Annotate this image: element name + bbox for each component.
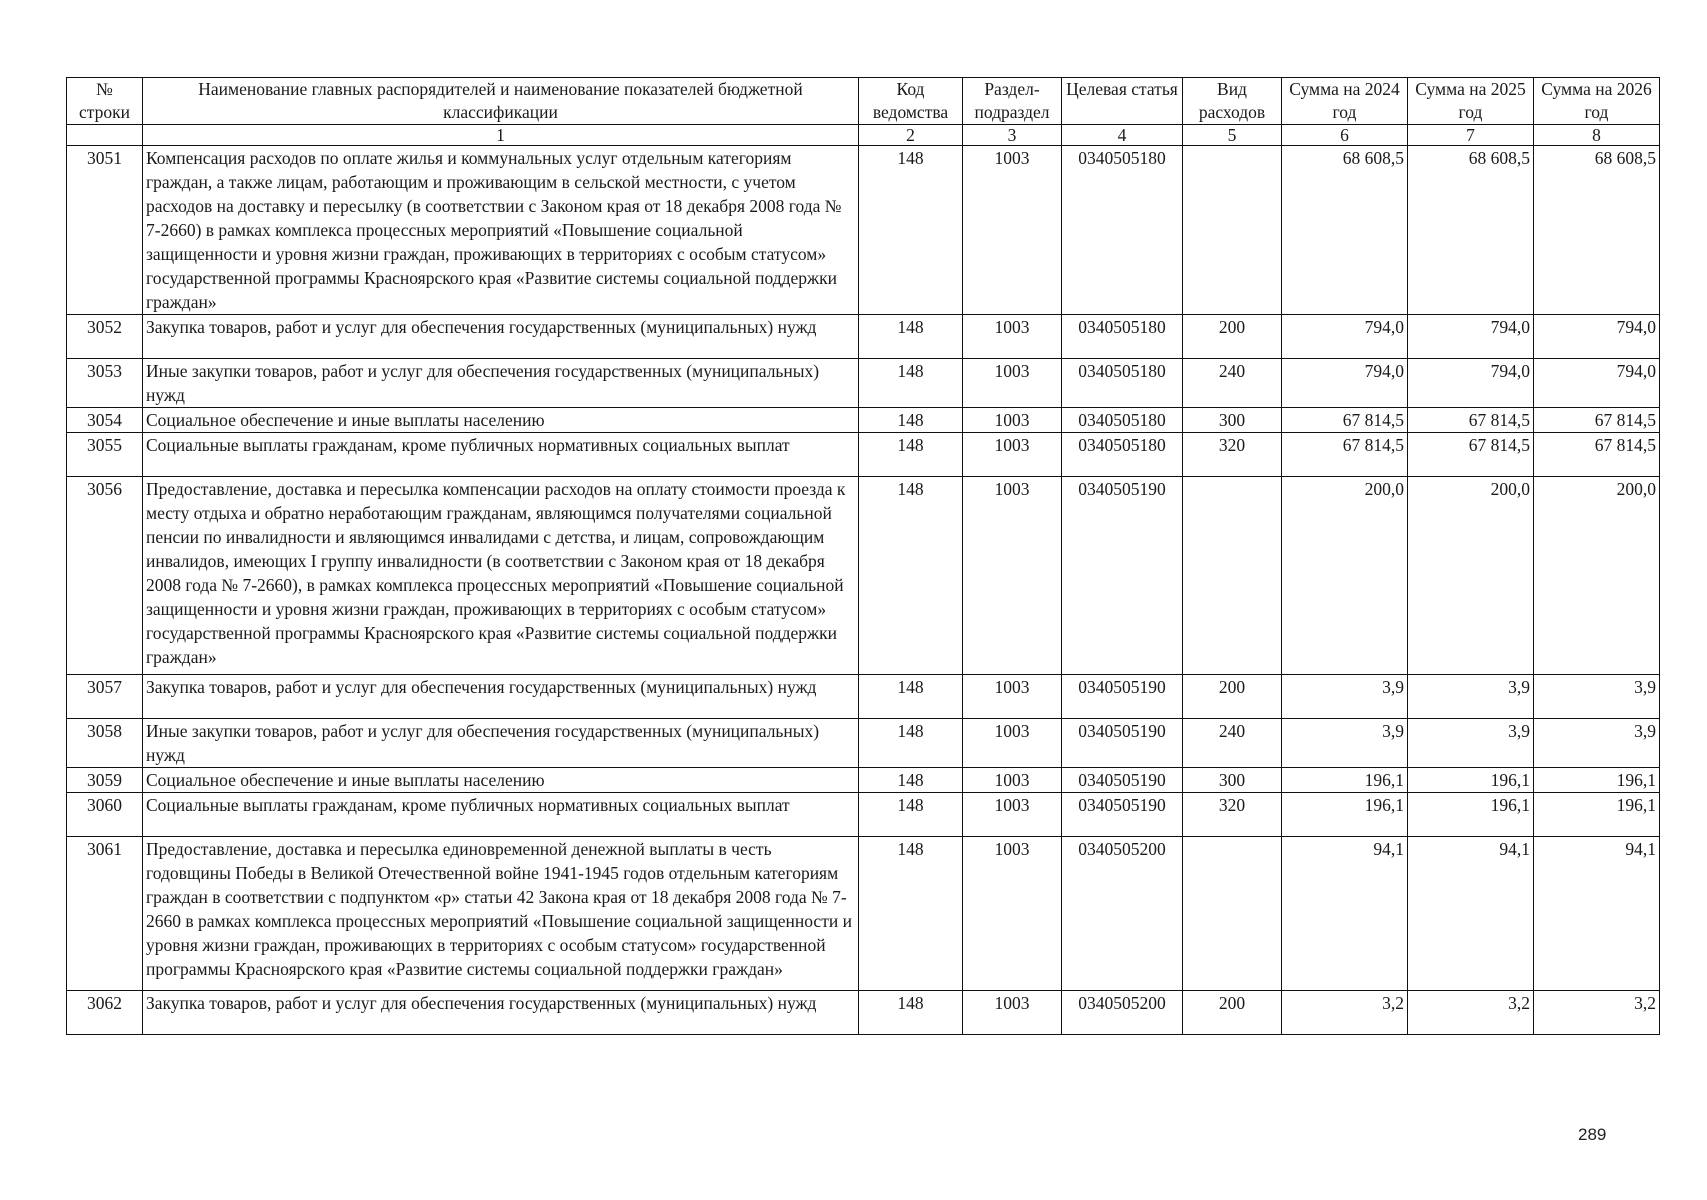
table-row bbox=[67, 408, 1660, 433]
row-name: Предоставление, доставка и пересылка компенсации расходов на оплату стоимости проезда к месту отдыха и обратно неработающим гражданам, являющимся получателями социальной пенсии по инвалидности и являющимся инвалидами с детства, и лицам, сопровождающим инвалидов, имеющих I группу инвалидности (в соответствии с Законом края от 18 декабря 2008 года № 7-2660), в рамках комплекса процессных мероприятий «Повышение социальной защищенности и уровня жизни граждан, проживающих в территориях с особым статусом» государственной программы Красноярского края «Развитие системы социальной поддержки граждан» bbox=[143, 477, 859, 675]
sum-2025-cell: 67 814,5 bbox=[1408, 408, 1534, 433]
sum-2025-cell: 200,0 bbox=[1408, 477, 1534, 675]
page-number: 289 bbox=[1578, 1125, 1607, 1144]
sum-2024-cell: 67 814,5 bbox=[1282, 408, 1408, 433]
dept-code-cell: 148 bbox=[859, 991, 963, 1035]
target-cell: 0340505180 bbox=[1062, 359, 1183, 408]
sum-2025-cell: 3,9 bbox=[1408, 675, 1534, 719]
table-row bbox=[67, 477, 1660, 675]
target-cell: 0340505200 bbox=[1062, 837, 1183, 991]
section-cell: 1003 bbox=[963, 991, 1062, 1035]
sum-2026-cell: 3,9 bbox=[1534, 719, 1660, 768]
dept-code-cell: 148 bbox=[859, 675, 963, 719]
budget-table bbox=[66, 77, 1660, 1035]
row-name: Иные закупки товаров, работ и услуг для обеспечения государственных (муниципальных) нужд bbox=[143, 719, 859, 768]
table-row bbox=[67, 991, 1660, 1035]
dept-code-cell: 148 bbox=[859, 408, 963, 433]
sum-2026-cell: 794,0 bbox=[1534, 359, 1660, 408]
exp-type-cell: 200 bbox=[1183, 315, 1282, 359]
row-number: 3060 bbox=[67, 793, 143, 837]
sum-2026-cell: 67 814,5 bbox=[1534, 408, 1660, 433]
dept-code-cell: 148 bbox=[859, 433, 963, 477]
row-name: Социальное обеспечение и иные выплаты населению bbox=[143, 408, 859, 433]
exp-type-cell bbox=[1183, 477, 1282, 675]
section-cell: 1003 bbox=[963, 793, 1062, 837]
sum-2024-cell: 94,1 bbox=[1282, 837, 1408, 991]
row-name: Закупка товаров, работ и услуг для обеспечения государственных (муниципальных) нужд bbox=[143, 991, 859, 1035]
row-number: 3057 bbox=[67, 675, 143, 719]
sum-2024-cell: 3,9 bbox=[1282, 719, 1408, 768]
column-number: 1 bbox=[143, 125, 859, 146]
row-name: Закупка товаров, работ и услуг для обеспечения государственных (муниципальных) нужд bbox=[143, 315, 859, 359]
sum-2026-cell: 794,0 bbox=[1534, 315, 1660, 359]
row-name: Социальные выплаты гражданам, кроме публичных нормативных социальных выплат bbox=[143, 433, 859, 477]
sum-2024-cell: 196,1 bbox=[1282, 768, 1408, 793]
row-name: Иные закупки товаров, работ и услуг для обеспечения государственных (муниципальных) нужд bbox=[143, 359, 859, 408]
column-number: 7 bbox=[1408, 125, 1534, 146]
row-number: 3062 bbox=[67, 991, 143, 1035]
header-sum-2024: Сумма на 2024 год bbox=[1282, 78, 1408, 125]
column-number: 8 bbox=[1534, 125, 1660, 146]
row-name: Социальное обеспечение и иные выплаты населению bbox=[143, 768, 859, 793]
sum-2024-cell: 794,0 bbox=[1282, 315, 1408, 359]
target-cell: 0340505190 bbox=[1062, 793, 1183, 837]
sum-2025-cell: 196,1 bbox=[1408, 793, 1534, 837]
exp-type-cell: 200 bbox=[1183, 991, 1282, 1035]
exp-type-cell: 200 bbox=[1183, 675, 1282, 719]
header-target: Целевая статья bbox=[1062, 78, 1183, 125]
dept-code-cell: 148 bbox=[859, 719, 963, 768]
dept-code-cell: 148 bbox=[859, 359, 963, 408]
table-row bbox=[67, 675, 1660, 719]
column-number: 2 bbox=[859, 125, 963, 146]
target-cell: 0340505180 bbox=[1062, 408, 1183, 433]
sum-2024-cell: 3,9 bbox=[1282, 675, 1408, 719]
sum-2026-cell: 67 814,5 bbox=[1534, 433, 1660, 477]
header-row bbox=[67, 78, 1660, 125]
target-cell: 0340505180 bbox=[1062, 146, 1183, 315]
table-row bbox=[67, 719, 1660, 768]
target-cell: 0340505200 bbox=[1062, 991, 1183, 1035]
table-row bbox=[67, 793, 1660, 837]
section-cell: 1003 bbox=[963, 359, 1062, 408]
table-row bbox=[67, 768, 1660, 793]
column-number: 5 bbox=[1183, 125, 1282, 146]
target-cell: 0340505180 bbox=[1062, 315, 1183, 359]
sum-2026-cell: 68 608,5 bbox=[1534, 146, 1660, 315]
header-name: Наименование главных распорядителей и наименование показателей бюджетной классификации bbox=[143, 78, 859, 125]
column-number-row bbox=[67, 125, 1660, 146]
dept-code-cell: 148 bbox=[859, 837, 963, 991]
table-body bbox=[67, 146, 1660, 1035]
target-cell: 0340505190 bbox=[1062, 675, 1183, 719]
target-cell: 0340505190 bbox=[1062, 477, 1183, 675]
section-cell: 1003 bbox=[963, 477, 1062, 675]
dept-code-cell: 148 bbox=[859, 146, 963, 315]
sum-2024-cell: 67 814,5 bbox=[1282, 433, 1408, 477]
exp-type-cell: 300 bbox=[1183, 768, 1282, 793]
sum-2025-cell: 794,0 bbox=[1408, 359, 1534, 408]
row-number: 3058 bbox=[67, 719, 143, 768]
table-row bbox=[67, 146, 1660, 315]
exp-type-cell: 240 bbox=[1183, 719, 1282, 768]
sum-2024-cell: 196,1 bbox=[1282, 793, 1408, 837]
dept-code-cell: 148 bbox=[859, 793, 963, 837]
header-section: Раздел-подраздел bbox=[963, 78, 1062, 125]
header-row-no: № строки bbox=[67, 78, 143, 125]
column-number bbox=[67, 125, 143, 146]
exp-type-cell: 320 bbox=[1183, 793, 1282, 837]
header-sum-2026: Сумма на 2026 год bbox=[1534, 78, 1660, 125]
exp-type-cell: 240 bbox=[1183, 359, 1282, 408]
section-cell: 1003 bbox=[963, 433, 1062, 477]
sum-2025-cell: 196,1 bbox=[1408, 768, 1534, 793]
row-name: Предоставление, доставка и пересылка единовременной денежной выплаты в честь годовщины Победы в Великой Отечественной войне 1941-1945 годов отдельным категориям граждан в соответствии с подпунктом «р» статьи 42 Закона края от 18 декабря 2008 года № 7-2660 в рамках комплекса процессных мероприятий «Повышение социальной защищенности и уровня жизни граждан, проживающих в территориях с особым статусом» государственной программы Красноярского края «Развитие системы социальной поддержки граждан» bbox=[143, 837, 859, 991]
sum-2024-cell: 68 608,5 bbox=[1282, 146, 1408, 315]
dept-code-cell: 148 bbox=[859, 315, 963, 359]
exp-type-cell: 320 bbox=[1183, 433, 1282, 477]
row-number: 3061 bbox=[67, 837, 143, 991]
column-number: 4 bbox=[1062, 125, 1183, 146]
column-number: 3 bbox=[963, 125, 1062, 146]
section-cell: 1003 bbox=[963, 837, 1062, 991]
table-header bbox=[67, 78, 1660, 146]
table-row bbox=[67, 359, 1660, 408]
sum-2025-cell: 794,0 bbox=[1408, 315, 1534, 359]
section-cell: 1003 bbox=[963, 768, 1062, 793]
exp-type-cell bbox=[1183, 146, 1282, 315]
header-sum-2025: Сумма на 2025 год bbox=[1408, 78, 1534, 125]
sum-2024-cell: 794,0 bbox=[1282, 359, 1408, 408]
row-number: 3059 bbox=[67, 768, 143, 793]
row-number: 3051 bbox=[67, 146, 143, 315]
sum-2025-cell: 68 608,5 bbox=[1408, 146, 1534, 315]
dept-code-cell: 148 bbox=[859, 477, 963, 675]
sum-2026-cell: 200,0 bbox=[1534, 477, 1660, 675]
exp-type-cell bbox=[1183, 837, 1282, 991]
sum-2026-cell: 94,1 bbox=[1534, 837, 1660, 991]
table-row bbox=[67, 837, 1660, 991]
exp-type-cell: 300 bbox=[1183, 408, 1282, 433]
row-number: 3052 bbox=[67, 315, 143, 359]
table-row bbox=[67, 433, 1660, 477]
row-number: 3055 bbox=[67, 433, 143, 477]
row-number: 3054 bbox=[67, 408, 143, 433]
row-name: Социальные выплаты гражданам, кроме публичных нормативных социальных выплат bbox=[143, 793, 859, 837]
section-cell: 1003 bbox=[963, 719, 1062, 768]
column-number: 6 bbox=[1282, 125, 1408, 146]
sum-2026-cell: 196,1 bbox=[1534, 793, 1660, 837]
sum-2026-cell: 3,2 bbox=[1534, 991, 1660, 1035]
row-name: Компенсация расходов по оплате жилья и коммунальных услуг отдельным категориям граждан, а также лицам, работающим и проживающим в сельской местности, с учетом расходов на доставку и пересылку (в соответствии с Законом края от 18 декабря 2008 года № 7-2660) в рамках комплекса процессных мероприятий «Повышение социальной защищенности и уровня жизни граждан, проживающих в территориях с особым статусом» государственной программы Красноярского края «Развитие системы социальной поддержки граждан» bbox=[143, 146, 859, 315]
sum-2026-cell: 196,1 bbox=[1534, 768, 1660, 793]
dept-code-cell: 148 bbox=[859, 768, 963, 793]
section-cell: 1003 bbox=[963, 408, 1062, 433]
table-row bbox=[67, 315, 1660, 359]
sum-2024-cell: 200,0 bbox=[1282, 477, 1408, 675]
sum-2025-cell: 3,9 bbox=[1408, 719, 1534, 768]
row-name: Закупка товаров, работ и услуг для обеспечения государственных (муниципальных) нужд bbox=[143, 675, 859, 719]
header-dept-code: Код ведомства bbox=[859, 78, 963, 125]
sum-2026-cell: 3,9 bbox=[1534, 675, 1660, 719]
sum-2025-cell: 67 814,5 bbox=[1408, 433, 1534, 477]
section-cell: 1003 bbox=[963, 146, 1062, 315]
sum-2025-cell: 94,1 bbox=[1408, 837, 1534, 991]
sum-2025-cell: 3,2 bbox=[1408, 991, 1534, 1035]
section-cell: 1003 bbox=[963, 675, 1062, 719]
header-exp-type: Вид расходов bbox=[1183, 78, 1282, 125]
target-cell: 0340505190 bbox=[1062, 768, 1183, 793]
row-number: 3056 bbox=[67, 477, 143, 675]
target-cell: 0340505180 bbox=[1062, 433, 1183, 477]
target-cell: 0340505190 bbox=[1062, 719, 1183, 768]
sum-2024-cell: 3,2 bbox=[1282, 991, 1408, 1035]
row-number: 3053 bbox=[67, 359, 143, 408]
section-cell: 1003 bbox=[963, 315, 1062, 359]
